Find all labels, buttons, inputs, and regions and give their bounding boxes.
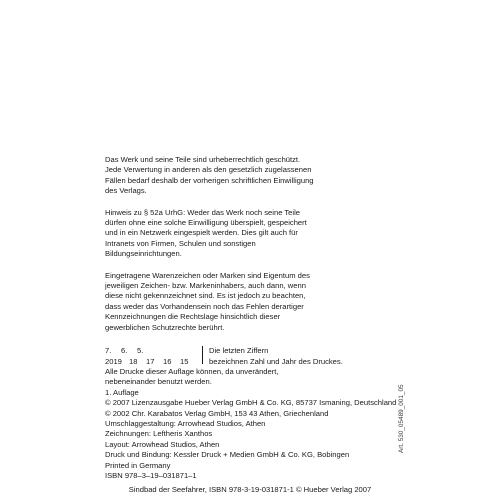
note-line: bezeichnen Zahl und Jahr des Druckes. <box>209 356 343 366</box>
text-line: Jede Verwertung in anderen als den gesetzlich zugelassenen <box>105 165 312 175</box>
imprint-line: Umschlaggestaltung: Arrowhead Studios, Athen <box>105 418 266 428</box>
text-line: Intranets von Firmen, Schulen und sonstigen <box>105 238 256 248</box>
text-line: Bildungseinrichtungen. <box>105 249 182 259</box>
legal-paragraph <box>105 271 375 333</box>
text-line: und in ein Netzwerk eingespielt werden. Dies gilt auch für <box>105 228 298 238</box>
imprint-line: Layout: Arrowhead Studios, Athen <box>105 439 220 449</box>
separator-line <box>202 346 203 364</box>
legal-paragraph <box>105 208 375 260</box>
edition-numbers <box>105 346 202 356</box>
text-line: diese nicht gekennzeichnet sind. Es ist jedoch zu beachten, <box>105 291 306 301</box>
note-line: Die letzten Ziffern <box>209 346 269 356</box>
imprint-line: Alle Drucke dieser Auflage können, da unverändert, <box>105 366 279 376</box>
article-number: Art. 530_05489_001_05 <box>398 384 405 453</box>
edition-number: 7. <box>105 346 112 356</box>
year-number: 2019 <box>105 356 122 366</box>
imprint-line: © 2002 Chr. Karabatos Verlag GmbH, 153 43 Athen, Griechenland <box>105 408 329 418</box>
imprint-line: Zeichnungen: Leftheris Xanthos <box>105 429 213 439</box>
text-line: Hinweis zu § 52a UrhG: Weder das Werk noch seine Teile <box>105 207 301 217</box>
legal-paragraphs <box>105 155 375 333</box>
text-line: Kennzeichnungen die Rechtslage hinsichtlich dieser <box>105 312 281 322</box>
copyright-page <box>105 155 397 481</box>
year-number: 15 <box>180 356 189 366</box>
edition-number: 6. <box>121 346 128 356</box>
imprint-line: nebeneinander benutzt werden. <box>105 377 212 387</box>
year-number: 16 <box>163 356 172 366</box>
text-line: dürfen ohne eine solche Einwilligung überspielt, gespeichert <box>105 218 307 228</box>
edition-number <box>169 346 185 356</box>
text-line: jeweiligen Zeichen- bzw. Markeninhabers, auch dann, wenn <box>105 281 306 291</box>
print-numbers <box>105 346 202 367</box>
text-line: Fällen bedarf deshalb der vorherigen schriftlichen Einwilligung <box>105 175 314 185</box>
text-line: dass weder das Vorhandensein noch das Fehlen derartiger <box>105 301 304 311</box>
imprint-line: 1. Auflage <box>105 387 139 397</box>
edition-number <box>153 346 169 356</box>
edition-number: 5. <box>137 346 144 356</box>
imprint-line: Printed in Germany <box>105 460 171 470</box>
text-line: des Verlags. <box>105 186 147 196</box>
imprint-line: Druck und Bindung: Kessler Druck + Medien GmbH & Co. KG, Bobingen <box>105 450 350 460</box>
year-number: 18 <box>129 356 138 366</box>
text-line: gewerblichen Schutzrechte berührt. <box>105 322 225 332</box>
print-run-block <box>105 346 375 367</box>
imprint-line: © 2007 Lizenzausgabe Hueber Verlag GmbH & Co. KG, 85737 Ismaning, Deutschland <box>105 398 397 408</box>
imprint-line: ISBN 978–3–19–031871–1 <box>105 470 197 480</box>
imprint-lines <box>105 366 397 481</box>
print-number-note <box>209 346 343 367</box>
legal-paragraph <box>105 155 375 197</box>
text-line: Das Werk und seine Teile sind urheberrechtlich geschützt. <box>105 155 301 164</box>
year-numbers <box>105 357 202 367</box>
text-line: Eingetragene Warenzeichen oder Marken sind Eigentum des <box>105 270 310 280</box>
page-footer: Sindbad der Seefahrer, ISBN 978-3-19-031871-1 © Hueber Verlag 2007 <box>128 485 372 494</box>
year-number: 17 <box>146 356 155 366</box>
